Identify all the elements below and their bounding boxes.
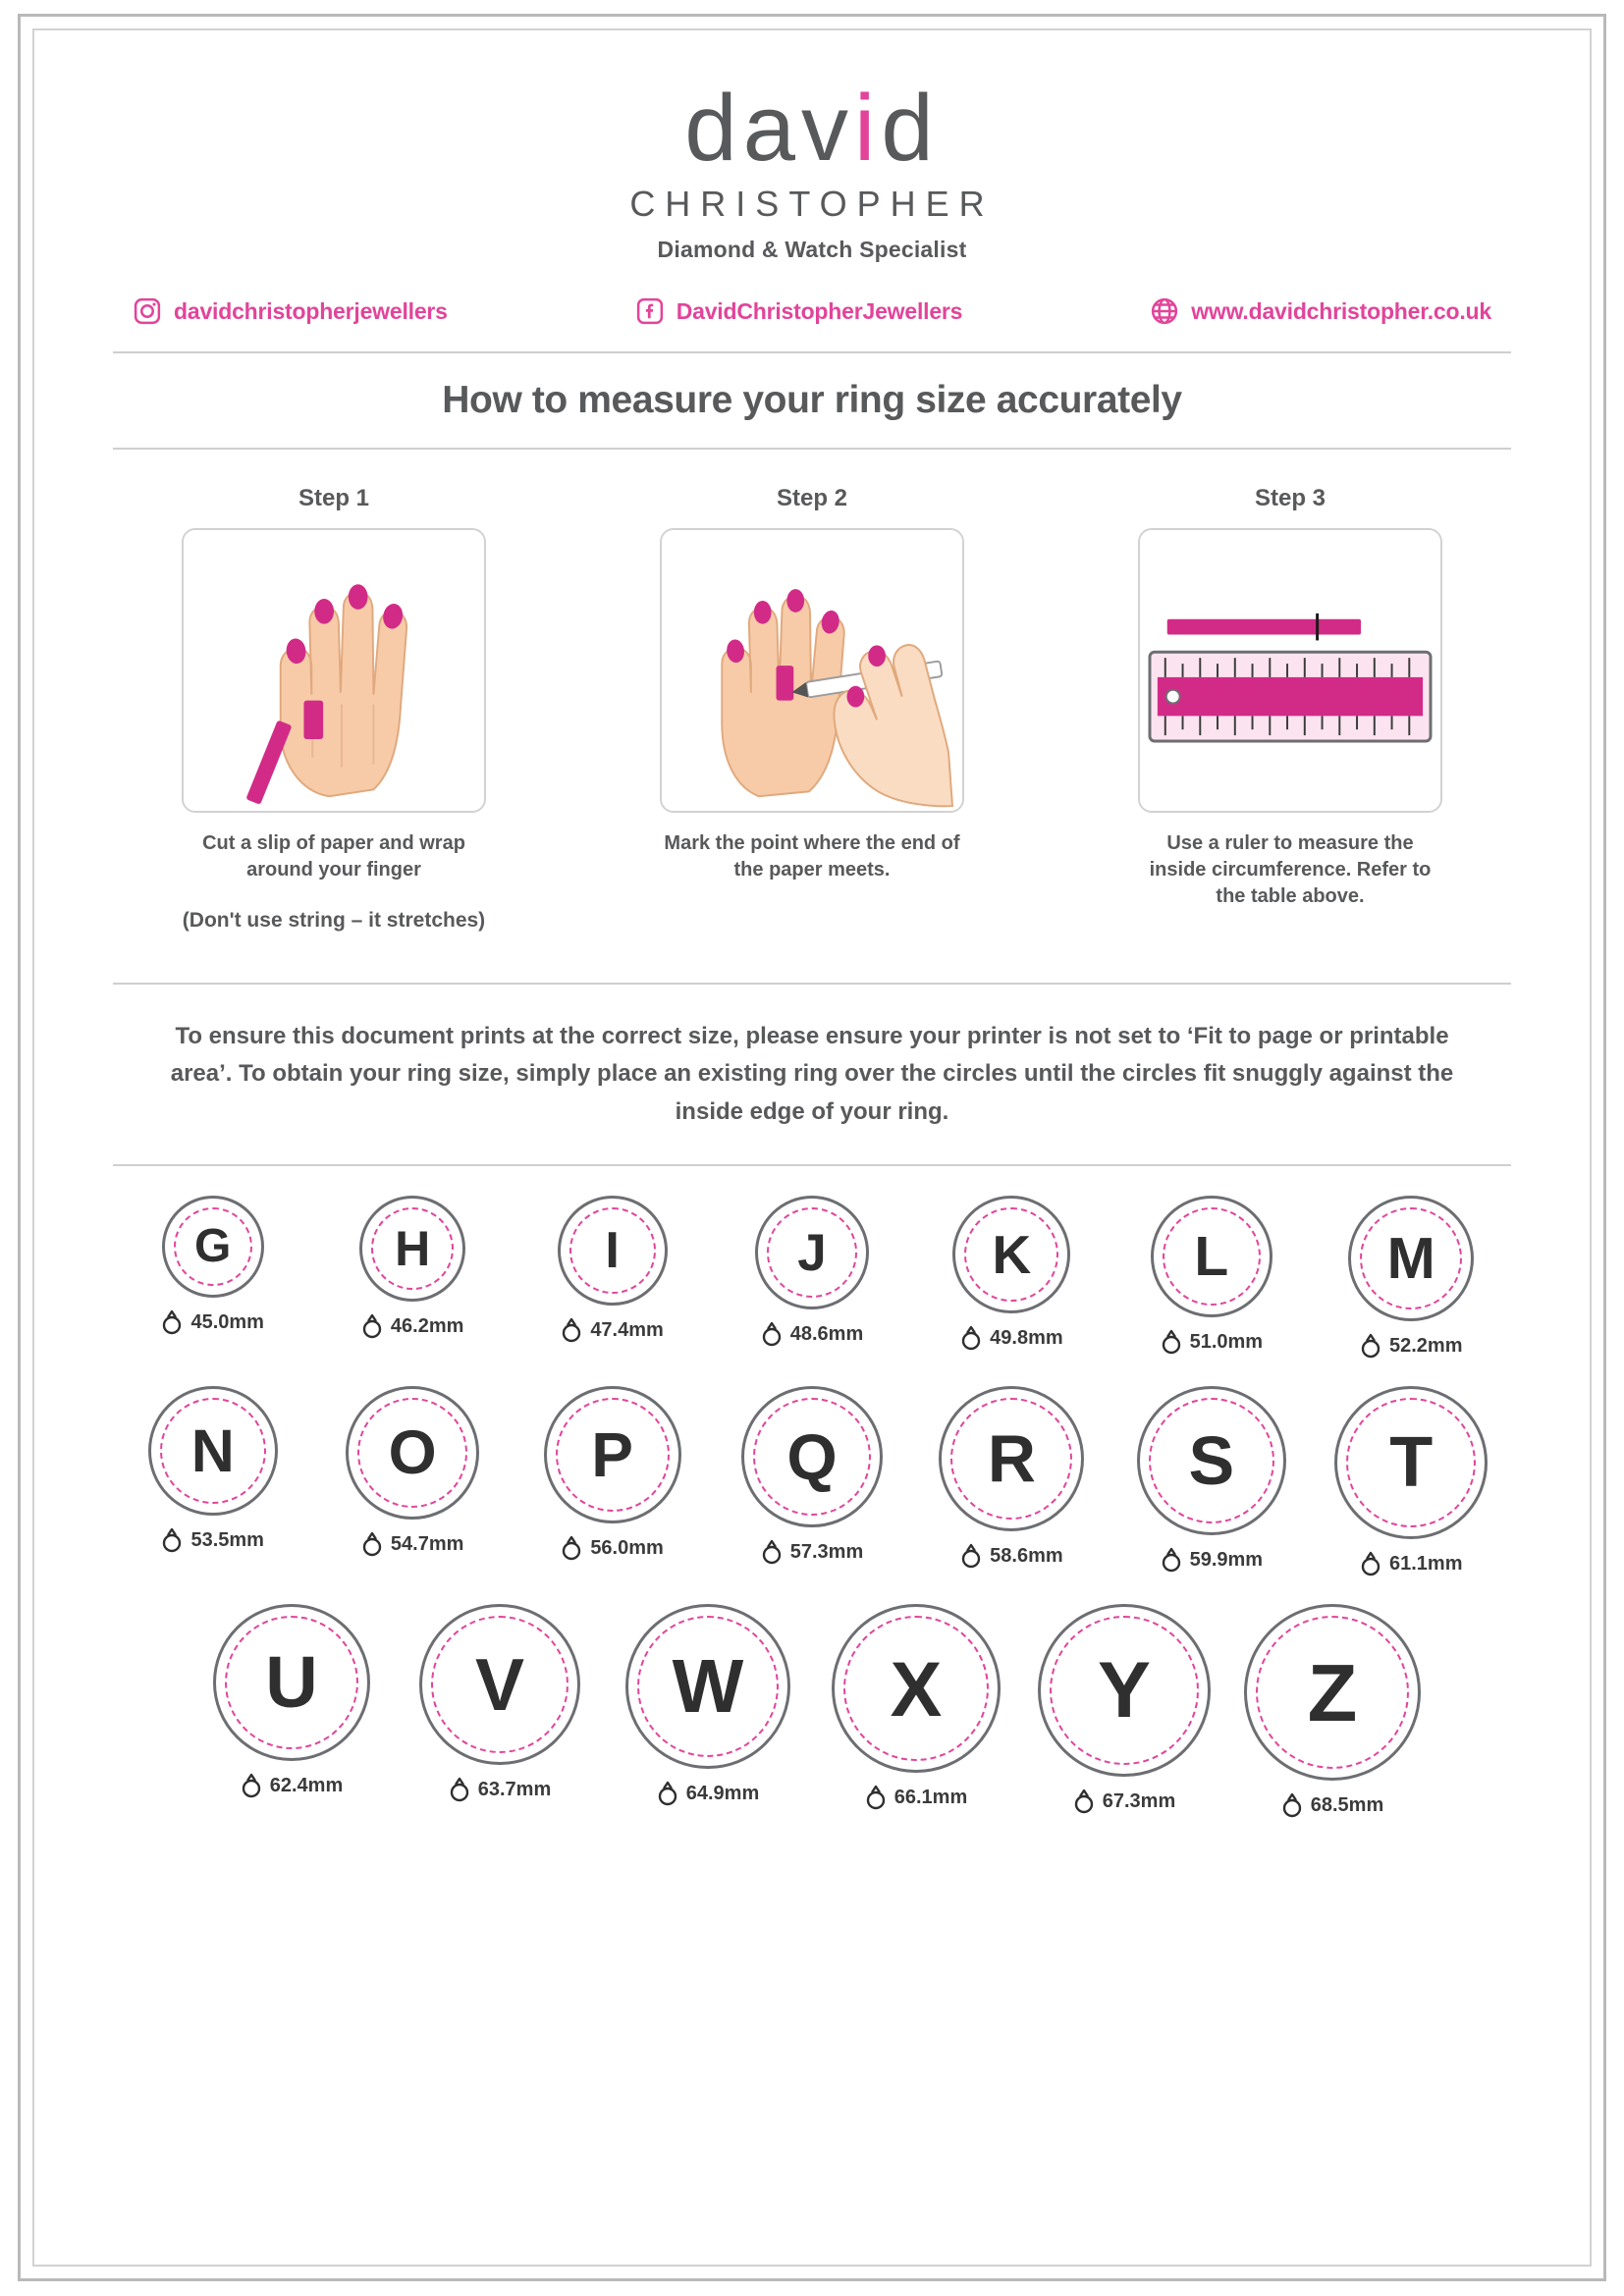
ring-size-mm: 58.6mm: [990, 1544, 1063, 1567]
ring-size-letter: N: [190, 1416, 235, 1484]
ring-circle-wrap: [1111, 1386, 1311, 1535]
ring-size-row: [113, 1196, 1511, 1359]
step-1: [182, 485, 486, 935]
ring-size-letter: Q: [786, 1420, 838, 1494]
ring-circle-wrap: [113, 1386, 312, 1516]
ring-size-mm: 47.4mm: [590, 1318, 664, 1341]
ring-size-cell-g[interactable]: [113, 1196, 312, 1359]
ring-circle-wrap: [712, 1196, 911, 1309]
ring-circle-wrap: [1312, 1196, 1511, 1321]
ring-measurement: [1312, 1551, 1511, 1576]
step-2-title: Step 2: [776, 485, 848, 511]
ring-size-cell-h[interactable]: [312, 1196, 512, 1359]
ring-size-cell-n[interactable]: [113, 1386, 312, 1576]
ring-circle[interactable]: [162, 1196, 264, 1298]
ring-size-row: [113, 1604, 1511, 1818]
ring-icon: [161, 1527, 183, 1553]
ring-size-mm: 56.0mm: [590, 1536, 664, 1559]
ring-measurement: [712, 1539, 911, 1565]
ring-size-cell-u[interactable]: [188, 1604, 396, 1818]
ring-circle-wrap: [1111, 1196, 1311, 1317]
ring-circle-wrap: [912, 1386, 1111, 1531]
ring-measurement: [912, 1543, 1111, 1569]
ring-size-cell-j[interactable]: [712, 1196, 911, 1359]
ring-size-mm: 64.9mm: [685, 1782, 760, 1804]
ring-icon: [657, 1781, 678, 1806]
ring-circle-wrap: [604, 1604, 812, 1769]
facebook-icon: [635, 296, 665, 326]
ring-size-cell-w[interactable]: [604, 1604, 812, 1818]
ring-circle[interactable]: [741, 1386, 883, 1527]
step-2: [660, 485, 964, 935]
ring-measurement: [113, 1527, 312, 1553]
ring-circle[interactable]: [1348, 1196, 1474, 1321]
ring-size-mm: 57.3mm: [789, 1540, 864, 1563]
instagram-icon: [133, 296, 162, 326]
ring-size-mm: 52.2mm: [1389, 1334, 1463, 1357]
ring-icon: [960, 1543, 982, 1569]
step-2-image: [660, 528, 964, 813]
ring-size-cell-q[interactable]: [712, 1386, 911, 1576]
brand-logo: [113, 30, 1511, 263]
social-link-website[interactable]: [1150, 296, 1491, 326]
ring-size-mm: 62.4mm: [269, 1774, 344, 1796]
ring-icon: [761, 1539, 783, 1565]
ring-circle[interactable]: [1137, 1386, 1286, 1535]
steps-row: [113, 450, 1511, 935]
step-2-caption: Mark the point where the end of the paper meets.: [664, 832, 960, 881]
ring-measurement: [1228, 1792, 1436, 1818]
ring-icon: [161, 1309, 183, 1335]
step-1-image: [182, 528, 486, 813]
ring-size-letter: T: [1389, 1423, 1434, 1503]
ring-circle[interactable]: [1244, 1604, 1421, 1781]
ring-circle[interactable]: [755, 1196, 869, 1309]
ring-circle-wrap: [1020, 1604, 1228, 1777]
ring-measurement: [513, 1535, 712, 1561]
ring-size-cell-s[interactable]: [1111, 1386, 1311, 1576]
ring-size-letter: Z: [1307, 1646, 1358, 1738]
ring-circle[interactable]: [625, 1604, 790, 1769]
ring-icon: [1161, 1329, 1182, 1355]
ring-size-cell-y[interactable]: [1020, 1604, 1228, 1818]
ring-size-mm: 48.6mm: [789, 1322, 864, 1345]
ring-size-letter: G: [194, 1220, 232, 1273]
ring-measurement: [912, 1325, 1111, 1351]
ring-measurement: [1111, 1329, 1311, 1355]
ring-size-mm: 53.5mm: [190, 1528, 264, 1551]
ring-icon: [960, 1325, 982, 1351]
ring-icon: [1281, 1792, 1303, 1818]
ring-circle[interactable]: [558, 1196, 668, 1306]
ring-circle[interactable]: [1151, 1196, 1272, 1317]
ring-size-letter: R: [987, 1421, 1036, 1497]
step-3: [1138, 485, 1442, 935]
ring-measurement: [1111, 1547, 1311, 1573]
ring-size-cell-i[interactable]: [513, 1196, 712, 1359]
page-title: How to measure your ring size accurately: [442, 379, 1182, 421]
print-notice: To ensure this document prints at the correct size, please ensure your printer is not set to ‘Fit to page or printable area’. To obtain your ring size, simply place an existing ring over the circles until the circles fit snuggly against the inside edge of your ring.: [170, 1023, 1454, 1125]
ring-circle-wrap: [1312, 1386, 1511, 1539]
ring-size-letter: L: [1194, 1224, 1229, 1288]
ring-circle[interactable]: [148, 1386, 278, 1516]
ring-measurement: [312, 1313, 512, 1339]
social-links-row: [113, 296, 1511, 326]
ring-measurement: [312, 1531, 512, 1557]
ring-size-cell-t[interactable]: [1312, 1386, 1511, 1576]
ring-size-letter: K: [992, 1223, 1032, 1285]
ring-circle-wrap: [188, 1604, 396, 1761]
ring-icon: [449, 1777, 470, 1802]
ring-circle[interactable]: [952, 1196, 1070, 1313]
document-page: [18, 14, 1606, 2281]
ring-measurement: [812, 1785, 1020, 1810]
ring-icon: [361, 1531, 383, 1557]
ring-circle-wrap: [912, 1196, 1111, 1313]
ring-size-letter: J: [797, 1223, 827, 1282]
ring-icon: [1360, 1551, 1381, 1576]
ring-size-letter: U: [265, 1641, 318, 1724]
ring-size-letter: O: [388, 1417, 437, 1487]
ring-icon: [361, 1313, 383, 1339]
ring-size-mm: 68.5mm: [1310, 1793, 1384, 1816]
ring-size-chart: [113, 1166, 1511, 1818]
ring-size-letter: W: [672, 1643, 744, 1729]
step-3-caption: Use a ruler to measure the inside circumference. Refer to the table above.: [1149, 832, 1432, 907]
brand-name-secondary: CHRISTOPHER: [629, 184, 995, 224]
social-label-facebook: DavidChristopherJewellers: [676, 297, 963, 324]
ring-circle-wrap: [312, 1386, 512, 1520]
ring-size-cell-l[interactable]: [1111, 1196, 1311, 1359]
ring-size-mm: 67.3mm: [1102, 1789, 1176, 1812]
ring-size-letter: V: [474, 1642, 525, 1726]
ring-circle-wrap: [113, 1196, 312, 1298]
ring-size-cell-r[interactable]: [912, 1386, 1111, 1576]
document-inner-border: [32, 28, 1592, 2267]
ring-circle[interactable]: [939, 1386, 1084, 1531]
ring-circle-wrap: [513, 1196, 712, 1306]
ring-size-cell-m[interactable]: [1312, 1196, 1511, 1359]
ring-circle-wrap: [513, 1386, 712, 1523]
step-1-caption: Cut a slip of paper and wrap around your finger: [202, 832, 465, 881]
ring-size-mm: 51.0mm: [1189, 1330, 1264, 1353]
ring-circle-wrap: [812, 1604, 1020, 1773]
ring-icon: [561, 1317, 582, 1343]
ring-size-cell-p[interactable]: [513, 1386, 712, 1576]
social-link-instagram[interactable]: [133, 296, 448, 326]
social-link-facebook[interactable]: [635, 296, 963, 326]
ring-size-letter: Y: [1097, 1645, 1152, 1735]
ring-size-cell-k[interactable]: [912, 1196, 1111, 1359]
ring-size-letter: M: [1386, 1225, 1435, 1291]
ring-measurement: [513, 1317, 712, 1343]
ring-size-cell-x[interactable]: [812, 1604, 1020, 1818]
ring-circle-wrap: [312, 1196, 512, 1302]
social-label-website: www.davidchristopher.co.uk: [1191, 297, 1491, 324]
ring-size-letter: X: [890, 1644, 943, 1733]
ring-circle[interactable]: [359, 1196, 465, 1302]
ring-circle-wrap: [396, 1604, 604, 1765]
ring-size-letter: P: [591, 1419, 633, 1491]
step-3-image: [1138, 528, 1442, 813]
ring-circle[interactable]: [213, 1604, 370, 1761]
ring-measurement: [188, 1773, 396, 1798]
ring-icon: [865, 1785, 887, 1810]
ring-size-mm: 63.7mm: [477, 1778, 552, 1800]
ring-size-mm: 61.1mm: [1389, 1552, 1463, 1575]
ring-size-cell-o[interactable]: [312, 1386, 512, 1576]
ring-size-cell-v[interactable]: [396, 1604, 604, 1818]
globe-icon: [1150, 296, 1179, 326]
brand-tagline: Diamond & Watch Specialist: [657, 237, 967, 262]
ring-size-mm: 45.0mm: [190, 1310, 264, 1333]
ring-icon: [241, 1773, 262, 1798]
ring-measurement: [1020, 1789, 1228, 1814]
ring-icon: [561, 1535, 582, 1561]
brand-name-primary: david: [684, 76, 940, 181]
ring-icon: [1073, 1789, 1095, 1814]
ring-circle[interactable]: [832, 1604, 1001, 1773]
ring-measurement: [1312, 1333, 1511, 1359]
ring-circle-wrap: [712, 1386, 911, 1527]
ring-size-mm: 54.7mm: [390, 1532, 464, 1555]
ring-size-letter: S: [1188, 1422, 1235, 1500]
ring-circle-wrap: [1228, 1604, 1436, 1781]
ring-circle[interactable]: [346, 1386, 479, 1520]
ring-measurement: [396, 1777, 604, 1802]
ring-size-row: [113, 1386, 1511, 1576]
ring-size-mm: 66.1mm: [893, 1786, 968, 1808]
ring-size-mm: 49.8mm: [990, 1326, 1063, 1349]
ring-size-mm: 46.2mm: [390, 1314, 464, 1337]
document-content: [34, 30, 1590, 2265]
step-1-title: Step 1: [298, 485, 370, 511]
ring-circle[interactable]: [1334, 1386, 1488, 1539]
ring-circle[interactable]: [1038, 1604, 1211, 1777]
ring-icon: [1360, 1333, 1381, 1359]
ring-circle[interactable]: [544, 1386, 681, 1523]
brand-accent-letter: i: [854, 76, 882, 181]
ring-measurement: [712, 1321, 911, 1347]
ring-size-cell-z[interactable]: [1228, 1604, 1436, 1818]
ring-measurement: [604, 1781, 812, 1806]
ring-icon: [761, 1321, 783, 1347]
social-label-instagram: davidchristopherjewellers: [174, 297, 448, 324]
step-1-note: (Don't use string – it stretches): [182, 909, 486, 932]
ring-size-mm: 59.9mm: [1189, 1548, 1264, 1571]
ring-size-letter: H: [395, 1221, 431, 1277]
ring-size-letter: I: [605, 1222, 620, 1280]
ring-icon: [1161, 1547, 1182, 1573]
step-3-title: Step 3: [1254, 485, 1326, 511]
ring-circle[interactable]: [419, 1604, 580, 1765]
ring-measurement: [113, 1309, 312, 1335]
